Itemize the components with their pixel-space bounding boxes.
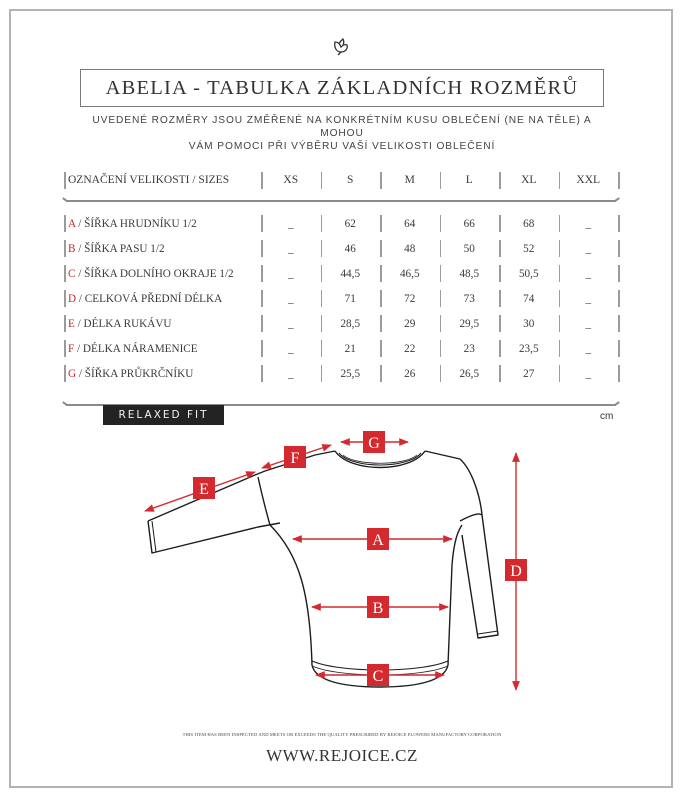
marker-c: [367, 664, 389, 686]
marker-letter: B: [372, 600, 384, 617]
column-separator: [618, 315, 620, 332]
table-row: [62, 211, 622, 236]
size-s: S: [347, 174, 354, 186]
size-xxl: XXL: [576, 174, 601, 186]
value-xl: 23,5: [518, 342, 539, 355]
marker-letter: A: [372, 532, 384, 549]
value-l: 66: [463, 217, 475, 230]
header-label: OZNAČENÍ VELIKOSTI / SIZES: [68, 174, 230, 186]
row-label: [62, 318, 261, 330]
value-xs: _: [287, 267, 294, 280]
marker-letter: E: [199, 481, 209, 498]
title-box: [80, 69, 604, 107]
value-l: 48,5: [459, 267, 480, 280]
value-xl: 52: [523, 242, 535, 255]
value-m: 46,5: [399, 267, 420, 280]
row-label: [62, 368, 261, 380]
value-xxl: _: [585, 367, 592, 380]
marker-letter: F: [290, 450, 300, 467]
value-l: 29,5: [459, 317, 480, 330]
column-separator: [618, 172, 620, 189]
row-name: / DÉLKA NÁRAMENICE: [74, 342, 198, 355]
website-link[interactable]: WWW.REJOICE.CZ: [266, 746, 418, 765]
table-row: [62, 236, 622, 261]
value-xl: 50,5: [518, 267, 539, 280]
value-m: 22: [404, 342, 416, 355]
value-s: 28,5: [340, 317, 361, 330]
right-shoulder: [425, 451, 482, 515]
value-xs: _: [287, 217, 294, 230]
table-row: [62, 286, 622, 311]
value-xs: _: [287, 292, 294, 305]
row-label: [62, 243, 261, 255]
column-separator: [618, 290, 620, 307]
value-xl: 30: [523, 317, 535, 330]
row-label: [62, 343, 261, 355]
garment-diagram: [140, 425, 540, 705]
value-s: 62: [344, 217, 356, 230]
table-row: [62, 261, 622, 286]
row-name: / ŠÍŘKA DOLNÍHO OKRAJE 1/2: [75, 267, 234, 280]
unit-label: cm: [600, 411, 614, 422]
value-l: 23: [463, 342, 475, 355]
left-sleeve: [148, 521, 280, 553]
row-name: / DÉLKA RUKÁVU: [74, 317, 172, 330]
row-label: [62, 268, 261, 280]
value-s: 21: [344, 342, 356, 355]
table-row: [62, 361, 622, 386]
value-xs: _: [287, 342, 294, 355]
row-name: / ŠÍŘKA HRUDNÍKU 1/2: [75, 217, 197, 230]
value-m: 26: [404, 367, 416, 380]
row-name: / ŠÍŘKA PASU 1/2: [75, 242, 165, 255]
table-header-row: [62, 168, 622, 192]
fit-badge: RELAXED FIT: [103, 405, 224, 425]
table-body: [62, 211, 622, 386]
column-separator: [618, 265, 620, 282]
marker-d: [505, 559, 527, 581]
value-s: 46: [344, 242, 356, 255]
column-separator: [618, 215, 620, 232]
column-separator: [618, 365, 620, 382]
column-separator: [618, 240, 620, 257]
marker-e: [193, 477, 215, 499]
quality-note: THIS ITEM HAS BEEN INSPECTED AND MEETS OR EXCEEDS THE QUALITY PRESCRIBED BY REJOICE FLOWERS MANUFACTORY CORPORATION: [182, 732, 502, 737]
value-l: 50: [463, 242, 475, 255]
value-xxl: _: [585, 342, 592, 355]
subtitle-line-2: VÁM POMOCI PŘI VÝBĚRU VAŠÍ VELIKOSTI OBLEČENÍ: [188, 141, 496, 152]
row-letter: B: [68, 242, 76, 255]
marker-a: [367, 528, 389, 550]
value-l: 26,5: [459, 367, 480, 380]
value-xxl: _: [585, 242, 592, 255]
value-m: 72: [404, 292, 416, 305]
marker-letter: D: [510, 563, 522, 580]
row-name: / ŠÍŘKA PRŮKRČNÍKU: [76, 367, 194, 380]
value-xs: _: [287, 367, 294, 380]
table-row: [62, 311, 622, 336]
value-xl: 27: [523, 367, 535, 380]
armhole-seam: [258, 477, 270, 525]
row-letter: D: [68, 292, 77, 305]
row-letter: F: [68, 342, 75, 355]
marker-b: [367, 596, 389, 618]
size-xs: XS: [283, 174, 299, 186]
value-xl: 74: [523, 292, 535, 305]
value-m: 64: [404, 217, 416, 230]
row-label: [62, 293, 261, 305]
marker-letter: G: [368, 435, 380, 452]
size-l: L: [465, 174, 473, 186]
row-letter: G: [68, 367, 77, 380]
header-divider: [66, 200, 616, 202]
flower-icon: [330, 36, 352, 58]
subtitle: [70, 114, 614, 153]
left-body: [270, 525, 462, 687]
value-xl: 68: [523, 217, 535, 230]
size-m: M: [404, 174, 415, 186]
value-s: 44,5: [340, 267, 361, 280]
value-s: 25,5: [340, 367, 361, 380]
value-m: 29: [404, 317, 416, 330]
table-row: [62, 336, 622, 361]
right-seam: [460, 514, 482, 521]
row-name: / CELKOVÁ PŘEDNÍ DÉLKA: [76, 292, 223, 305]
column-separator: [618, 340, 620, 357]
size-xl: XL: [521, 174, 537, 186]
value-l: 73: [463, 292, 475, 305]
subtitle-line-1: UVEDENÉ ROZMĚRY JSOU ZMĚŘENÉ NA KONKRÉTNÍM KUSU OBLEČENÍ (NE NA TĚLE) A MOHOU: [92, 115, 592, 139]
row-letter: E: [68, 317, 75, 330]
marker-g: [363, 431, 385, 453]
value-xs: _: [287, 317, 294, 330]
value-xs: _: [287, 242, 294, 255]
right-sleeve: [462, 515, 498, 638]
row-letter: A: [68, 217, 76, 230]
marker-letter: C: [372, 668, 384, 685]
value-s: 71: [344, 292, 356, 305]
value-xxl: _: [585, 292, 592, 305]
value-xxl: _: [585, 217, 592, 230]
value-xxl: _: [585, 267, 592, 280]
value-xxl: _: [585, 317, 592, 330]
page-title: ABELIA - TABULKA ZÁKLADNÍCH ROZMĚRŮ: [105, 76, 579, 99]
marker-f: [284, 446, 306, 468]
value-m: 48: [404, 242, 416, 255]
row-letter: C: [68, 267, 76, 280]
marker-labels: [193, 431, 527, 686]
row-label: [62, 218, 261, 230]
